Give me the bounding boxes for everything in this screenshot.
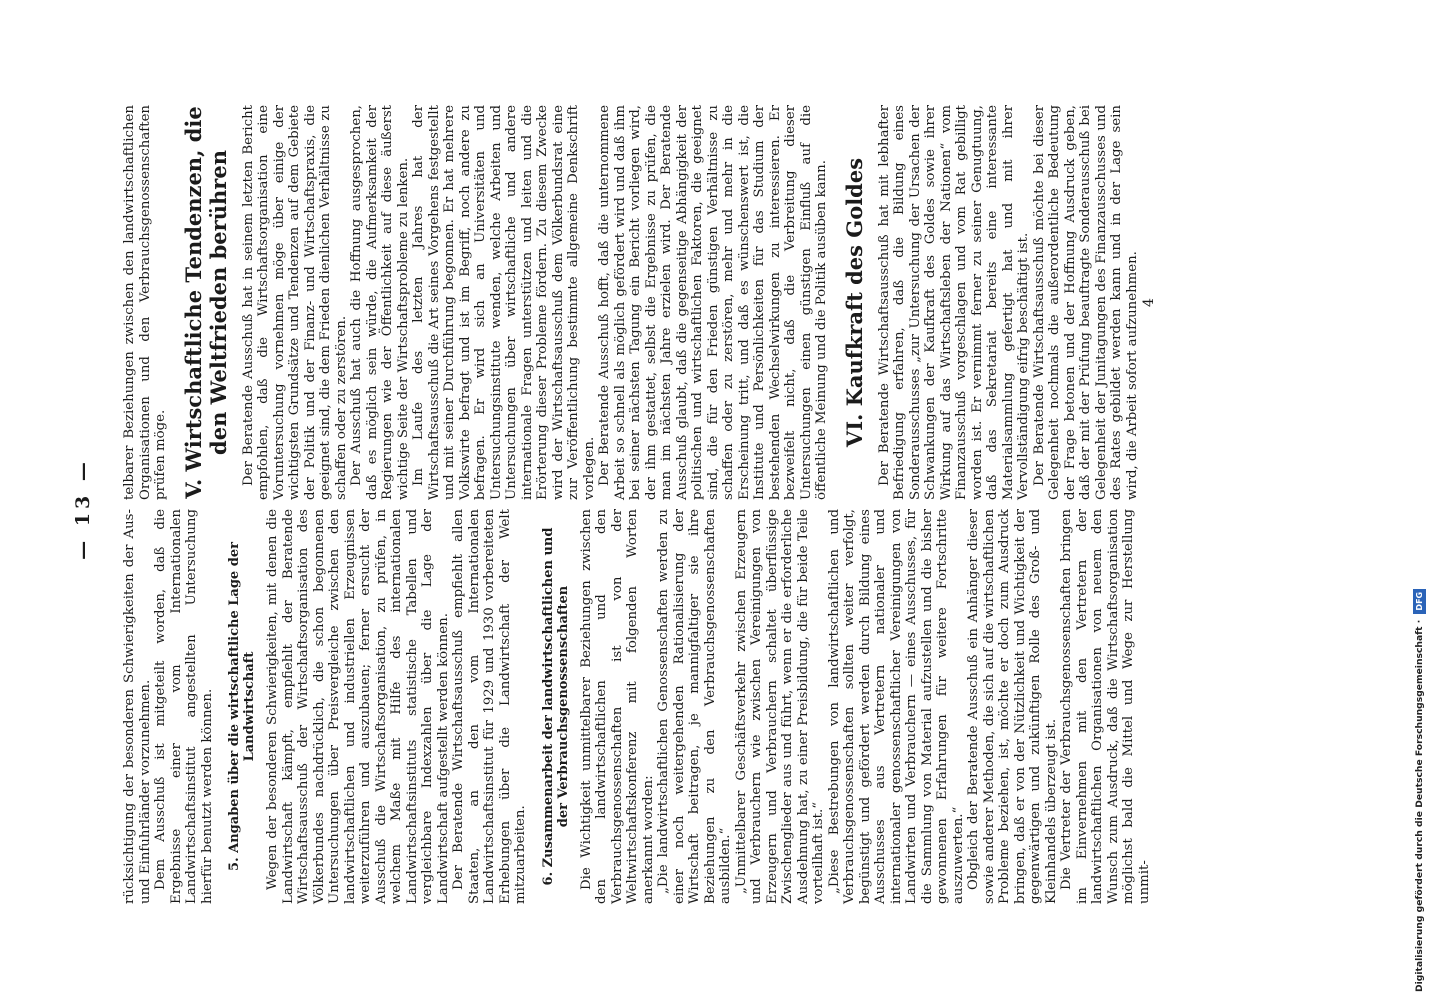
paragraph: Der Beratende Wirtschaftsausschuß möchte bei dieser Gelegenheit nochmals die außerordentliche Bedeutung der Frage betonen und der Hoffnung Ausdruck geben, daß der mit der Prüfung beauftragte Sonderausschuß bei Gelegenheit der Junitagungen des Finanzausschusses und des Rates gebildet werden kann und in der Lage sein wird, die Arbeit sofort aufzunehmen.: [1031, 105, 1140, 500]
rotated-document-page: [64, 84, 1314, 934]
right-column: [122, 105, 1158, 500]
paragraph: Dem Ausschuß ist mitgeteilt worden, daß die Ergebnisse einer vom Internationalen Landwirtschaftsinstitut angestellten Untersuchung hierfür benutzt werden können.: [153, 509, 215, 904]
dfg-logo-icon: DFG: [1413, 589, 1426, 614]
quotation: „Diese Bestrebungen von landwirtschaftlichen und Verbrauchsgenossenschaften sollten weiter verfolgt, begünstigt und gefördert werden durch Bildung eines Ausschusses aus Vertretern nationaler und internationaler genossenschaftlicher Vereinigungen von Landwirten und Verbrauchern — eines Ausschusses, für die Sammlung von Material aufzustellen und die bisher gewonnenen Erfahrungen für weitere Fortschritte auszuwerten.“: [826, 509, 966, 904]
section-heading-6: 6. Zusammenarbeit der landwirtschaftlichen und der Verbrauchsgenossenschaften: [540, 527, 571, 886]
credit-text: Digitalisierung gefördert durch die Deutsche Forschungsgemeinschaft ·: [1414, 619, 1425, 992]
paragraph: Der Beratende Ausschuß hofft, daß die unternommene Arbeit so schnell als möglich gefördert wird und daß ihm bei seiner nächsten Tagung ein Bericht vorliegen wird, der ihm gestattet, selbst die Ergebnisse zu prüfen, die man im nächsten Jahre erzielen wird. Der Beratende Ausschuß glaubt, daß die gegenseitige Abhängigkeit der politischen und wirtschaftlichen Faktoren, die geeignet sind, die für den Frieden günstigen Verhältnisse zu schaffen oder zu zerstören, mehr und mehr in die Erscheinung tritt, und daß es wünschenswert ist, die Institute und Persönlichkeiten für das Studium der bestehenden Wechselwirkungen zu interessieren. Er bezweifelt nicht, daß die Verbreitung dieser Untersuchungen einen günstigen Einfluß auf die öffentliche Meinung und die Politik ausüben kann.: [597, 105, 829, 500]
paragraph: Der Beratende Wirtschaftsausschuß hat mit lebhafter Befriedigung erfahren, daß die Bildung eines Sonderausschusses „zur Untersuchung der Ursachen der Schwankungen der Kaufkraft des Goldes sowie ihrer Wirkung auf das Wirtschaftsleben der Nationen“ vom Finanzausschuß vorgeschlagen und vom Rat gebilligt worden ist. Er vernimmt ferner zu seiner Genugtuung, daß das Sekretariat bereits eine interessante Materialsammlung gefertigt hat und mit ihrer Vervollständigung eifrig beschäftigt ist.: [876, 105, 1031, 500]
digitization-credit: [1410, 2, 1430, 992]
chapter-heading-v: V. Wirtschaftliche Tendenzen, die den Weltfrieden berühren: [180, 106, 231, 499]
section-heading-5: 5. Angaben über die wirtschaftliche Lage der Landwirtschaft: [227, 542, 257, 871]
paragraph: Der Beratende Ausschuß hat in seinem letzten Bericht empfohlen, daß die Wirtschaftsorganisation eine Voruntersuchung vornehmen möge über einige der wichtigsten Grundsätze und Tendenzen auf dem Gebiete der Politik und der Finanz- und Wirtschaftspraxis, die geeignet sind, die dem Frieden dienlichen Verhältnisse zu schaffen oder zu zerstören.: [240, 105, 349, 500]
paragraph: Obgleich der Beratende Ausschuß ein Anhänger dieser sowie anderer Methoden, die sich auf die wirtschaftlichen Probleme beziehen, ist, möchte er doch zum Ausdruck bringen, daß er von der Nützlichkeit und Wichtigkeit der gegenwärtigen und zukünftigen Rolle des Groß- und Kleinhandels überzeugt ist.: [966, 509, 1059, 904]
paragraph: Die Vertreter der Verbrauchsgenossenschaften bringen im Einvernehmen mit den Vertretern der landwirtschaftlichen Organisationen von neuem den Wunsch zum Ausdruck, daß die Wirtschaftsorganisation möglichst bald die Mittel und Wege zur Herstellung unmit-: [1059, 509, 1152, 904]
quotation: „Unmittelbarer Geschäftsverkehr zwischen Erzeugern und Verbrauchern wie zwischen Vereinigungen von Erzeugern und Verbrauchern schaltet überflüssige Zwischenglieder aus und führt, wenn er die erforderliche Ausdehnung hat, zu einer Preisbildung, die für beide Teile vorteilhaft ist.“: [733, 509, 826, 904]
page-number: 4: [1141, 298, 1157, 307]
page-header: — 13 —: [72, 458, 94, 560]
paragraph: Die Wichtigkeit unmittelbarer Beziehungen zwischen den landwirtschaftlichen und den Verbrauchsgenossenschaften ist von der Weltwirtschaftskonferenz mit folgenden Worten anerkannt worden:: [578, 509, 656, 904]
chapter-heading-vi: VI. Kaufkraft des Goldes: [841, 157, 867, 448]
paragraph: Der Beratende Wirtschaftsausschuß empfiehlt allen Staaten, an den vom Internationalen Landwirtschaftsinstitut für 1929 und 1930 vorbereiteten Erhebungen über die Landwirtschaft der Welt mitzuarbeiten.: [451, 509, 528, 904]
quotation: „Die landwirtschaftlichen Genossenschaften werden zu einer noch weitergehenden Rationalisierung der Wirtschaft beitragen, je mannigfaltiger sie ihre Beziehungen zu den Verbrauchsgenossenschaften ausbilden.“: [656, 509, 733, 904]
left-column: [122, 509, 1152, 904]
paragraph: Wegen der besonderen Schwierigkeiten, mit denen die Landwirtschaft kämpft, empfiehlt der Beratende Wirtschaftsausschuß der Wirtschaftsorganisation des Völkerbundes nachdrücklich, die schon begonnenen Untersuchungen über Preisvergleiche zwischen den landwirtschaftlichen und industriellen Erzeugnissen weiterzuführen und auszubauen; ferner ersucht der Ausschuß die Wirtschaftsorganisation, zu prüfen, in welchem Maße mit Hilfe des internationalen Landwirtschaftsinstituts statistische Tabellen und vergleichbare Indexzahlen über die Lage der Landwirtschaft aufgestellt werden können.: [265, 509, 451, 904]
paragraph: telbarer Beziehungen zwischen den landwirtschaftlichen Organisationen und den Verbrauchsgenossenschaften prüfen möge.: [122, 105, 168, 500]
paragraph: rücksichtigung der besonderen Schwierigkeiten der Aus- und Einfuhrländer vorzunehmen.: [122, 509, 153, 904]
paragraph: Im Laufe des letzten Jahres hat der Wirtschaftsausschuß die Art seines Vorgehens festgestellt und mit seiner Durchführung begonnen. Er hat mehrere Volkswirte befragt und ist im Begriff, noch andere zu befragen. Er wird sich an Universitäten und Untersuchungsinstitute wenden, welche Arbeiten und Untersuchungen über wirtschaftliche und andere internationale Fragen unterstützen und leiten und die Erörterung dieser Probleme fördern. Zu diesem Zwecke wird der Wirtschaftsausschuß dem Völkerbundsrat eine zur Veröffentlichung bestimmte allgemeine Denkschrift vorlegen.: [411, 105, 597, 500]
paragraph: Der Ausschuß hat auch die Hoffnung ausgesprochen, daß es möglich sein würde, die Aufmerksamkeit der Regierungen wie der Öffentlichkeit auf diese äußerst wichtige Seite der Wirtschaftsprobleme zu lenken.: [349, 105, 411, 500]
